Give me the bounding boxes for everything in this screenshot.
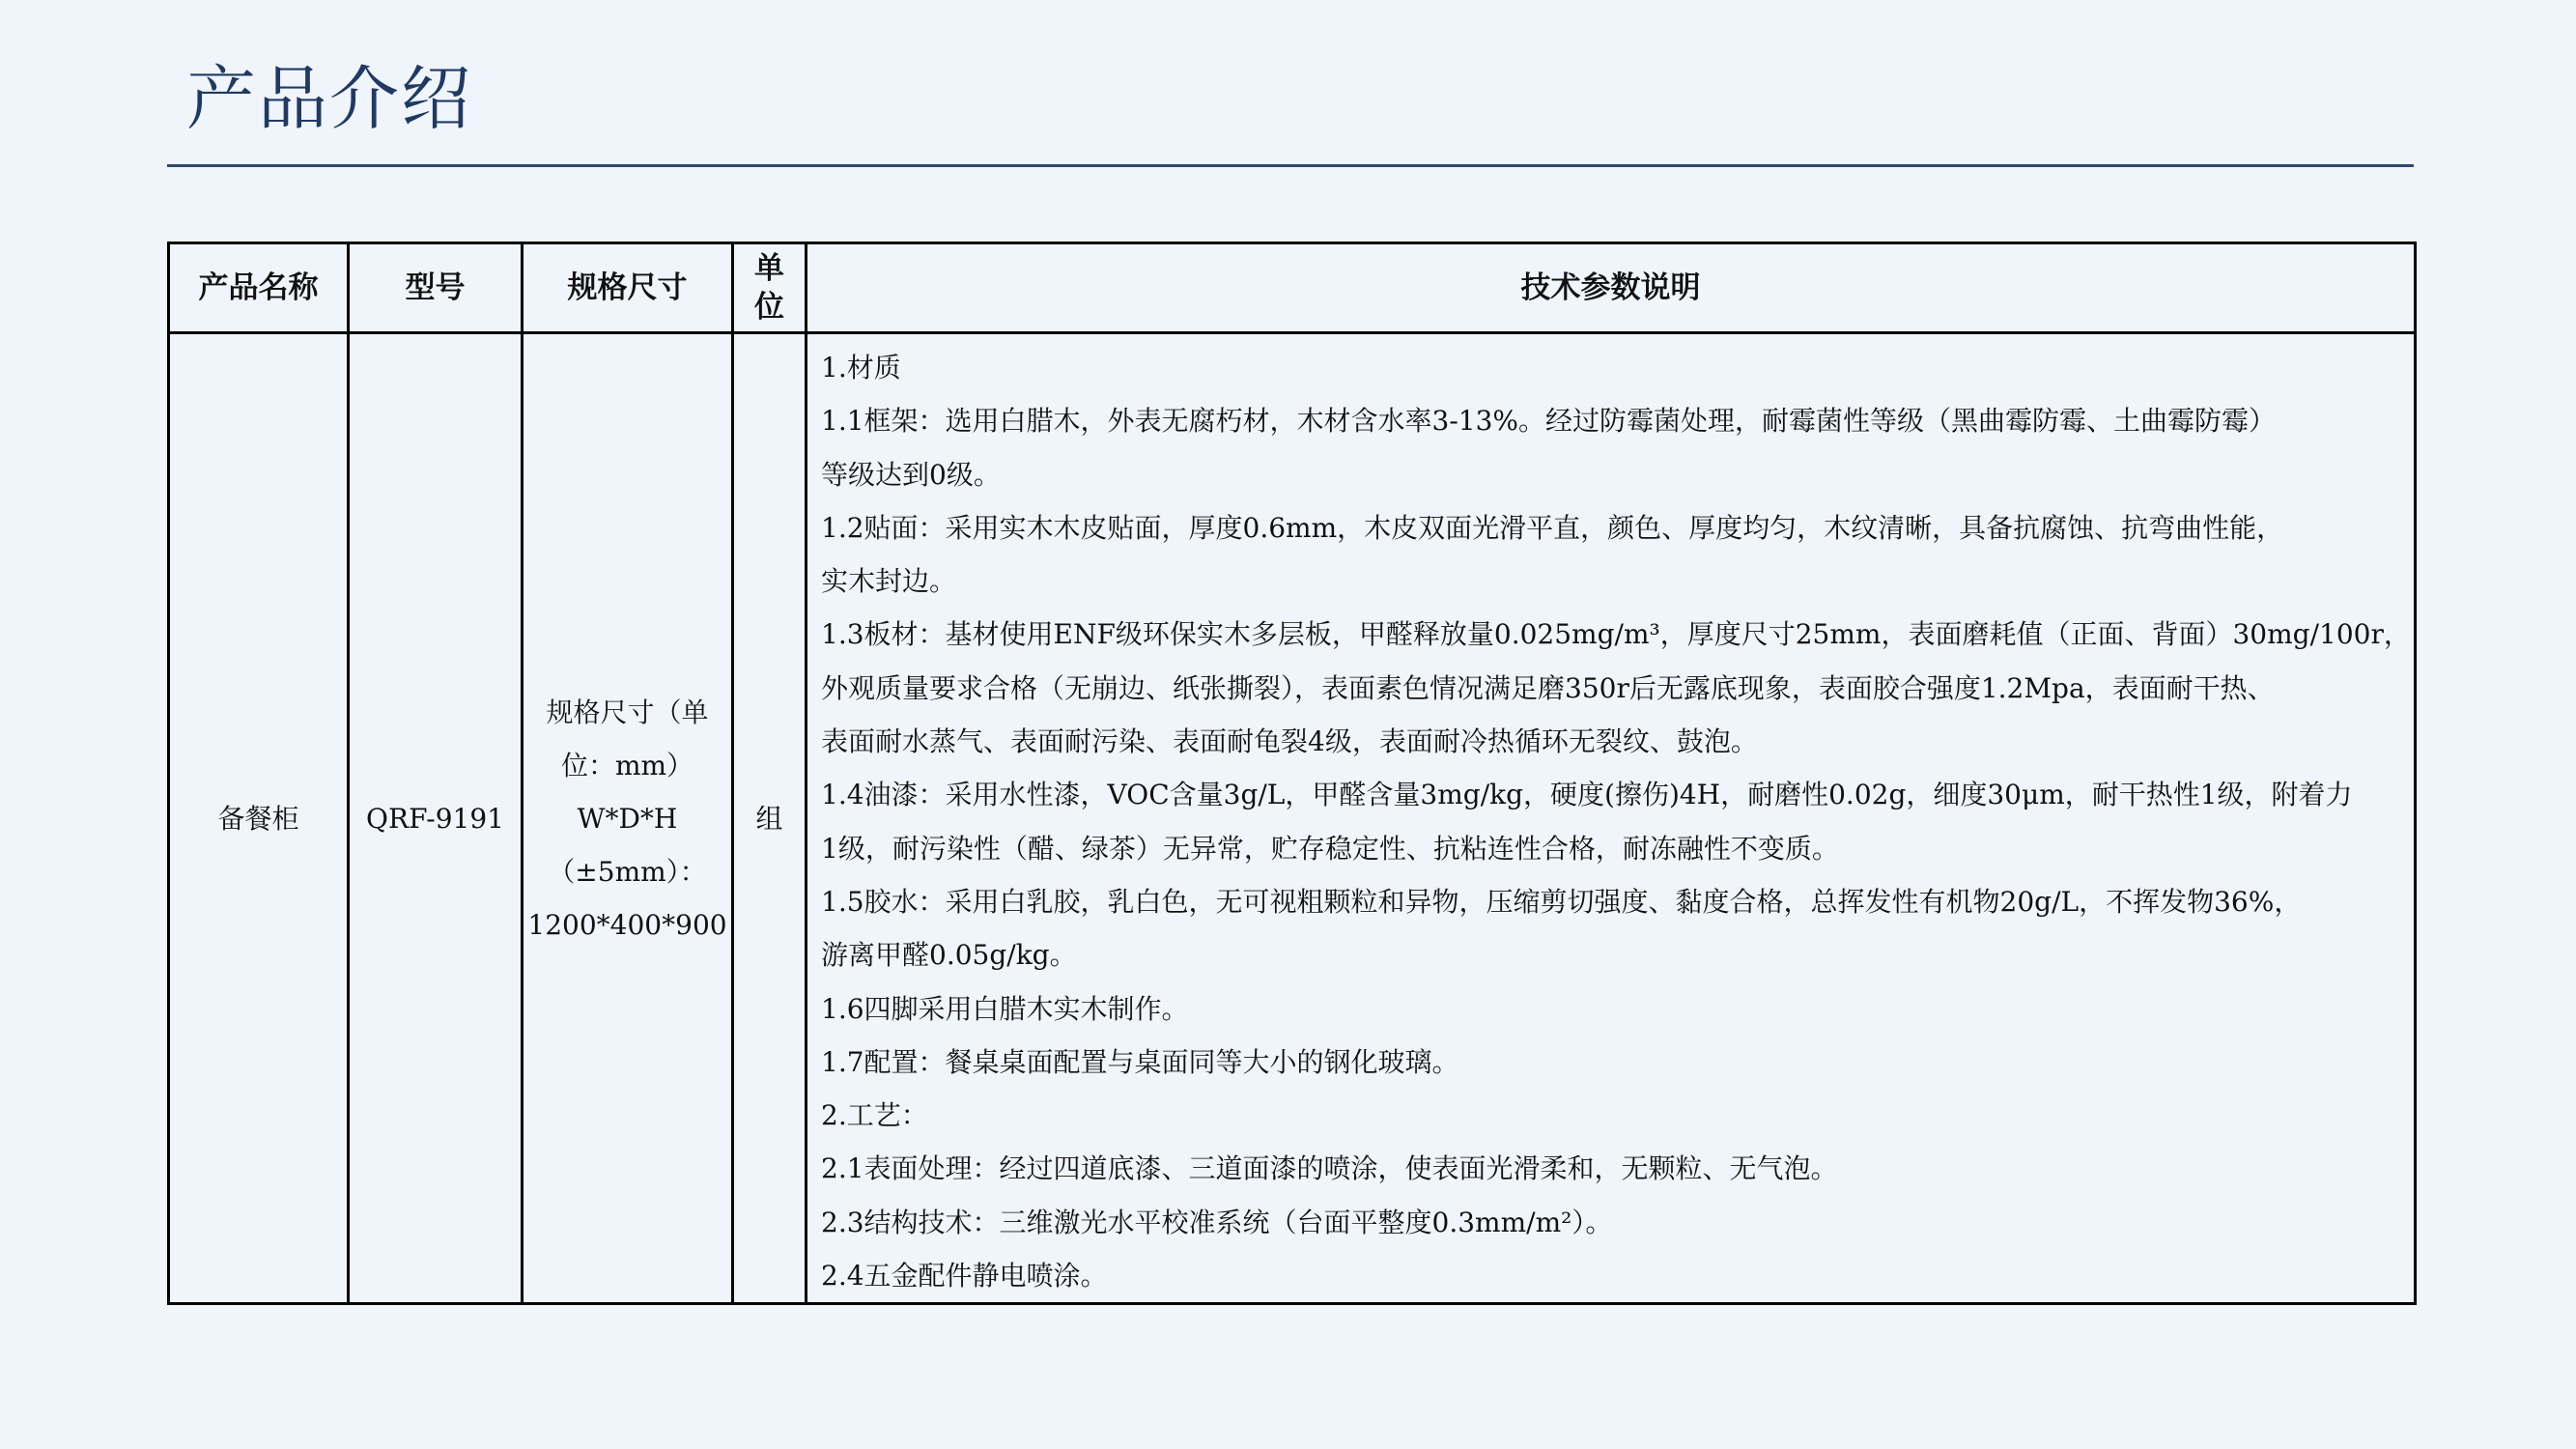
cell-tech-params — [807, 333, 2416, 1304]
param-line-material-heading: 1.材质 — [821, 352, 901, 384]
param-line-paint-cont: 1级，耐污染性（醋、绿茶）无异常，贮存稳定性、抗粘连性合格，耐冻融性不变质。 — [821, 832, 1839, 865]
param-line-frame: 1.1框架：选用白腊木，外表无腐朽材，木材含水率3-13%。经过防霉菌处理，耐霉菌性等级（黑曲霉防霉、土曲霉防霉） — [821, 405, 2277, 438]
param-line-legs: 1.6四脚采用白腊木实木制作。 — [821, 992, 1189, 1025]
spec-line: 位：mm） — [560, 749, 694, 781]
title-divider — [167, 164, 2414, 167]
header-unit — [733, 243, 807, 333]
param-line-board-cont: 外观质量要求合格（无崩边、纸张撕裂），表面素色情况满足磨350r后无露底现象，表面胶合强度1.2Mpa，表面耐干热、 — [821, 671, 2275, 704]
param-line-config: 1.7配置：餐桌桌面配置与桌面同等大小的钢化玻璃。 — [821, 1045, 1459, 1078]
table-row — [169, 333, 2416, 1304]
param-line-craft-heading: 2.工艺： — [821, 1099, 928, 1132]
cell-product-name: 备餐柜 — [169, 333, 349, 1304]
param-line-frame-cont: 等级达到0级。 — [821, 458, 1001, 491]
table-header-row — [169, 243, 2416, 333]
param-line-glue-cont: 游离甲醛0.05g/kg。 — [821, 939, 1077, 972]
param-line-veneer-cont: 实木封边。 — [821, 565, 957, 598]
param-line-structure: 2.3结构技术：三维激光水平校准系统（台面平整度0.3mm/m²）。 — [821, 1206, 1613, 1238]
header-tech-params: 技术参数说明 — [807, 243, 2416, 333]
spec-line: （±5mm）： — [548, 855, 707, 888]
param-line-board-cont2: 表面耐水蒸气、表面耐污染、表面耐龟裂4级，表面耐冷热循环无裂纹、鼓泡。 — [821, 725, 1758, 758]
param-line-hardware: 2.4五金配件静电喷涂。 — [821, 1260, 1108, 1293]
header-unit-line1: 单 — [754, 251, 784, 286]
spec-line: 1200*400*900 — [527, 908, 727, 941]
param-line-glue: 1.5胶水：采用白乳胶，乳白色，无可视粗颗粒和异物，压缩剪切强度、黏度合格，总挥发性有机物20g/L，不挥发物36%， — [821, 885, 2302, 918]
page-title: 产品介绍 — [186, 58, 473, 139]
header-unit-line2: 位 — [754, 290, 784, 325]
header-product-name: 产品名称 — [169, 243, 349, 333]
cell-model: QRF-9191 — [349, 333, 523, 1304]
param-line-veneer: 1.2贴面：采用实木木皮贴面，厚度0.6mm，木皮双面光滑平直，颜色、厚度均匀，木纹清晰，具备抗腐蚀、抗弯曲性能， — [821, 511, 2284, 544]
spec-line: W*D*H — [577, 802, 678, 835]
cell-unit: 组 — [733, 333, 807, 1304]
param-line-paint: 1.4油漆：采用水性漆，VOC含量3g/L，甲醛含量3mg/kg，硬度(擦伤)4H，耐磨性0.02g，细度30μm，耐干热性1级，附着力 — [821, 779, 2353, 811]
header-model: 型号 — [349, 243, 523, 333]
cell-spec-size — [523, 333, 733, 1304]
param-line-surface: 2.1表面处理：经过四道底漆、三道面漆的喷涂，使表面光滑柔和，无颗粒、无气泡。 — [821, 1152, 1838, 1185]
spec-line: 规格尺寸（单 — [546, 696, 709, 728]
header-spec-size: 规格尺寸 — [523, 243, 733, 333]
product-spec-table — [167, 242, 2417, 1305]
param-line-board: 1.3板材：基材使用ENF级环保实木多层板，甲醛释放量0.025mg/m³，厚度尺寸25mm，表面磨耗值（正面、背面）30mg/100r， — [821, 618, 2411, 651]
